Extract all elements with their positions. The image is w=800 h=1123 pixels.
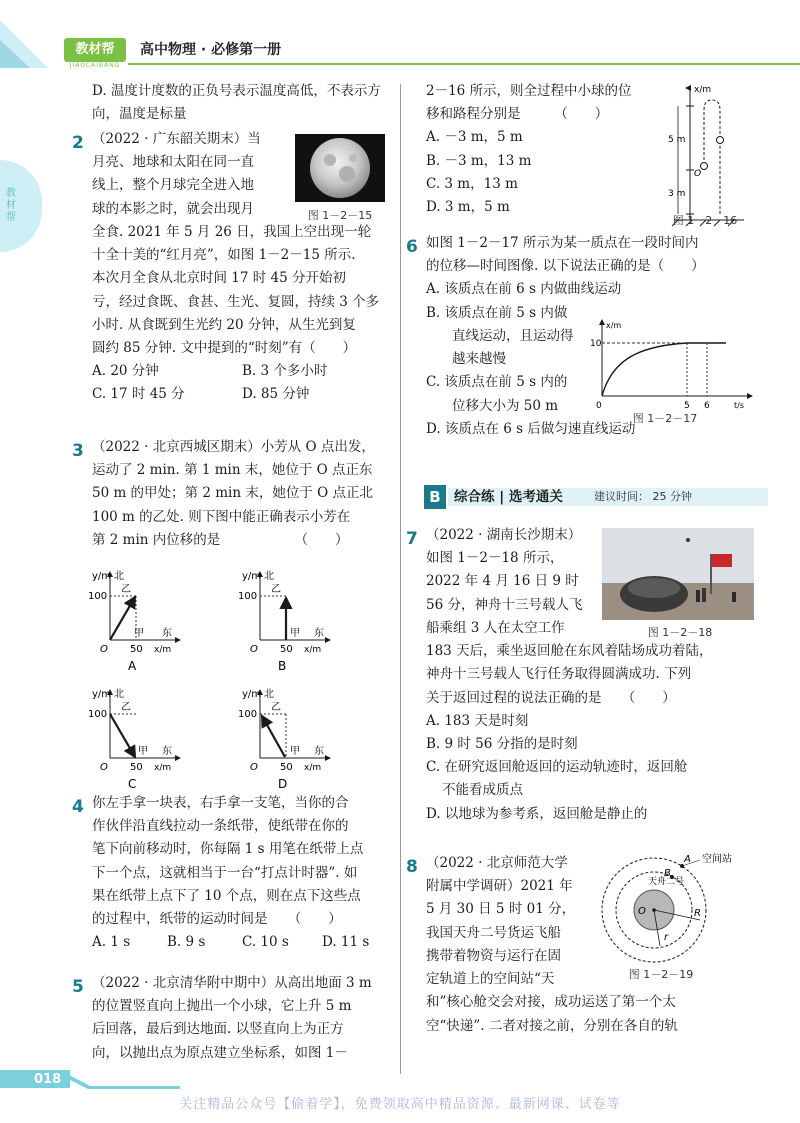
q2-line: 球的本影之时，就会出现月	[92, 200, 254, 217]
axis-label: 北	[264, 571, 274, 582]
q5-option: D. 3 m，5 m	[426, 199, 510, 216]
q6-option: D. 该质点在 6 s 后做匀速直线运动	[426, 420, 636, 437]
q6-line: 如图 1－2－17 所示为某一质点在一段时间内	[426, 235, 699, 251]
segment-label: 5 m	[668, 135, 686, 145]
q5-line: 后回落，最后到达地面. 以竖直向上为正方	[92, 1021, 344, 1038]
q4-line: 作伙伴沿直线拉动一条纸带，使纸带在你的	[92, 818, 349, 835]
q8-line: 空“快递”. 二者对接之前，分别在各自的轨	[426, 1017, 678, 1034]
axis-label: 东	[314, 746, 324, 757]
point-label: 乙	[271, 584, 281, 595]
q6-option: B. 该质点在前 5 s 内做	[426, 304, 568, 321]
center-label: O	[638, 906, 646, 917]
q7-option: D. 以地球为参考系，返回舱是静止的	[426, 805, 648, 822]
axis-label: t/s	[734, 401, 744, 410]
q8-line: 和”核心舱交会对接，成功运送了第一个太	[426, 994, 676, 1011]
q2-line: 月亮、地球和太阳在同一直	[92, 154, 254, 171]
q8-line: 附属中学调研）2021 年	[426, 878, 573, 895]
q6-option: C. 该质点在前 5 s 内的	[426, 374, 568, 391]
tick-label: 100	[88, 709, 108, 720]
q2-line: 本次月全食从北京时间 17 时 45 分开始初	[92, 270, 347, 287]
axis-label: y/m	[92, 689, 112, 700]
question-number: 5	[72, 977, 84, 997]
axis-label: y/m	[242, 571, 262, 582]
point-label: 甲	[134, 628, 144, 639]
q8-line: 携带着物资与运行在固	[426, 947, 561, 964]
q3-line: 100 m 的乙处. 则下图中能正确表示小芳在	[92, 508, 351, 525]
q2-option: B. 3 个多小时	[242, 363, 328, 380]
tick-label: 5	[684, 401, 690, 411]
question-number: 3	[72, 441, 84, 461]
graph-label: C	[128, 777, 137, 791]
tick-label: 50	[280, 762, 293, 773]
axis-label: 东	[162, 628, 172, 639]
section-b-time: 建议时间： 25 分钟	[594, 490, 692, 503]
q2-line: 圆约 85 分钟. 文中提到的“时刻”有（ ）	[92, 339, 357, 356]
book-title: 高中物理 · 必修第一册	[140, 42, 282, 58]
q7-option: B. 9 时 56 分指的是时刻	[426, 735, 578, 752]
section-b-banner	[424, 484, 768, 510]
point-label: B	[664, 868, 671, 879]
axis-label: y/m	[92, 571, 112, 582]
point-label: 乙	[121, 584, 131, 595]
question-number: 6	[406, 237, 418, 257]
q4-line: 下一个点，这就相当于一台“打点计时器”. 如	[92, 864, 358, 881]
question-number: 4	[72, 797, 84, 817]
q7-option: A. 183 天是时刻	[426, 712, 529, 729]
ship-label: 天舟二号	[648, 877, 685, 887]
q1-option-d: D. 温度计度数的正负号表示温度高低，不表示方向，温度是标量	[92, 83, 381, 123]
axis-label: x/m	[304, 763, 322, 773]
axis-label: 北	[264, 689, 274, 700]
radius-label: r	[664, 932, 669, 943]
page-number: 018	[34, 1072, 62, 1087]
q5-line: 2－16 所示，则全过程中小球的位	[426, 83, 632, 99]
point-label: A	[684, 854, 691, 865]
brand-logo: 教材帮	[64, 38, 126, 62]
section-b-title: 综合练 | 选考通关	[454, 489, 563, 505]
point-label: 甲	[290, 628, 300, 639]
axis-label: x/m	[694, 85, 712, 95]
q2-option: C. 17 时 45 分	[92, 386, 185, 403]
figure-caption: 图 1－2－17	[632, 412, 698, 425]
q6-line: 的位移—时间图像. 以下说法正确的是（ ）	[426, 258, 705, 275]
q7-line: 56 分，神舟十三号载人飞	[426, 596, 583, 613]
q4-line: 的过程中，纸带的运动时间是 （ ）	[92, 911, 342, 928]
axis-label: x/m	[606, 321, 622, 330]
q8-line: 定轨道上的空间站“天	[426, 971, 555, 988]
question-number: 2	[72, 133, 84, 153]
axis-label: 东	[314, 628, 324, 639]
axis-label: y/m	[242, 689, 262, 700]
figure-1-2-19	[594, 852, 764, 968]
figure-caption: 图 1－2－19	[628, 968, 694, 981]
q6-option: A. 该质点在前 6 s 内做曲线运动	[426, 281, 622, 298]
axis-label: 北	[114, 571, 124, 582]
station-label: 空间站	[702, 854, 732, 865]
footer-note: 关注精品公众号【偷着学】，免费领取高中精品资源、最新网课、试卷等	[179, 1097, 621, 1112]
figure-caption: 图 1－2－16	[672, 214, 738, 227]
side-tab-label: 教材帮	[6, 188, 16, 223]
q7-line: 关于返回过程的说法正确的是 （ ）	[426, 689, 676, 706]
question-number: 7	[406, 529, 418, 549]
q3-line: 运动了 2 min. 第 1 min 末，她位于 O 点正东	[92, 462, 373, 479]
q2-line: 全食. 2021 年 5 月 26 日，我国上空出现一轮	[92, 223, 372, 240]
q7-line: 如图 1－2－18 所示，	[426, 550, 564, 567]
point-label: 乙	[121, 702, 131, 713]
tick-label: 50	[280, 644, 293, 655]
tick-label: 100	[238, 591, 258, 602]
q4-option: D. 11 s	[322, 934, 370, 951]
q5-option: B. －3 m，13 m	[426, 152, 532, 169]
q7-option: C. 在研究返回舱返回的运动轨迹时，返回舱	[426, 759, 688, 776]
tick-label: 50	[130, 762, 143, 773]
origin-label: O	[100, 762, 108, 773]
figure-1-2-16	[664, 80, 754, 230]
graph-b	[238, 570, 330, 673]
axis-label: 北	[114, 689, 124, 700]
q4-option: A. 1 s	[92, 934, 131, 951]
q7-line: 神舟十三号载人飞行任务取得圆满成功. 下列	[426, 666, 692, 683]
tick-label: 10	[590, 339, 602, 349]
figure-caption: 图 1－2－15	[307, 209, 373, 222]
q6-option-cont: 直线运动，且运动得	[452, 327, 574, 344]
axis-label: 东	[162, 746, 172, 757]
footer-band	[0, 1066, 180, 1092]
graph-d	[238, 688, 330, 791]
q5-line: 的位置竖直向上抛出一个小球，它上升 5 m	[92, 998, 352, 1015]
question-5	[72, 972, 392, 1065]
header-rule	[128, 63, 800, 65]
q8-line: 5 月 30 日 5 时 01 分，	[426, 901, 576, 918]
q4-line: 你左手拿一块表，右手拿一支笔，当你的合	[92, 795, 349, 811]
tick-label: 6	[704, 401, 710, 411]
column-divider	[400, 84, 401, 1074]
q3-graph-grid	[84, 566, 394, 796]
q2-line: 亏，经过食既、食甚、生光、复圆，持续 3 个多	[92, 293, 380, 310]
figure-1-2-17	[588, 316, 758, 412]
point-label: 甲	[290, 746, 300, 757]
origin-label: 0	[596, 401, 602, 411]
q6-option-cont: 位移大小为 50 m	[452, 397, 559, 414]
graph-label: B	[278, 659, 287, 673]
radius-label: R	[694, 908, 701, 919]
section-b-icon: B	[424, 485, 446, 509]
tick-label: 100	[238, 709, 258, 720]
graph-c	[88, 688, 180, 791]
q7-line: 船乘组 3 人在太空工作	[426, 619, 565, 636]
origin-label: O	[694, 169, 702, 179]
q4-line: 笔下向前移动时，你每隔 1 s 用笔在纸带上点	[92, 841, 364, 858]
graph-a	[88, 570, 180, 673]
q8-line: （2022 · 北京师范大学	[426, 855, 568, 871]
q3-line: 50 m 的甲处；第 2 min 末，她位于 O 点正北	[92, 485, 373, 502]
q2-line: （2022 · 广东韶关期末）当	[92, 131, 261, 147]
moon-photo	[295, 134, 385, 202]
q4-option: C. 10 s	[242, 934, 289, 951]
point-label: 甲	[138, 746, 148, 757]
q2-line: 线上，整个月球完全进入地	[92, 177, 254, 194]
axis-label: x/m	[154, 645, 172, 655]
q5-line: （2022 · 北京清华附中期中）从高出地面 3 m	[92, 975, 372, 991]
brand-subtitle: JIAOCAIBANG	[69, 62, 121, 69]
q6-option-cont: 越来越慢	[452, 351, 506, 368]
q2-line: 十全十美的“红月亮”，如图 1－2－15 所示.	[92, 247, 356, 264]
axis-label: x/m	[154, 763, 172, 773]
q3-line: （2022 · 北京西城区期末）小芳从 O 点出发，	[92, 439, 375, 455]
graph-label: D	[278, 777, 288, 791]
q4-option: B. 9 s	[167, 934, 206, 951]
q5-line: 移和路程分别是 （ ）	[426, 106, 609, 123]
tick-label: 100	[88, 591, 108, 602]
q3-line: 第 2 min 内位移的是 （ ）	[92, 531, 349, 548]
tick-label: 50	[130, 644, 143, 655]
origin-label: O	[100, 644, 108, 655]
question-3	[72, 436, 392, 552]
q7-line: （2022 · 湖南长沙期末）	[426, 527, 582, 543]
q7-option-cont: 不能看成质点	[442, 782, 523, 799]
q4-line: 果在纸带上点下了 10 个点，则在点下这些点	[92, 887, 361, 904]
q8-line: 我国天舟二号货运飞船	[426, 924, 561, 941]
q2-option: D. 85 分钟	[242, 386, 310, 403]
origin-label: O	[250, 762, 258, 773]
question-number: 8	[406, 857, 418, 877]
left-column	[72, 80, 392, 126]
segment-label: 3 m	[668, 189, 686, 199]
q5-line: 向，以抛出点为原点建立坐标系，如图 1－	[92, 1044, 348, 1061]
q7-line: 2022 年 4 月 16 日 9 时	[426, 573, 579, 590]
q5-option: C. 3 m，13 m	[426, 175, 518, 192]
axis-label: x/m	[304, 645, 322, 655]
question-4	[72, 792, 392, 955]
graph-label: A	[128, 659, 137, 673]
q7-line: 183 天后，乘坐返回舱在东风着陆场成功着陆，	[426, 643, 713, 660]
figure-caption: 图 1－2－18	[647, 626, 713, 639]
q2-option: A. 20 分钟	[92, 363, 159, 380]
landing-photo	[602, 528, 754, 620]
question-5-continued	[426, 80, 676, 219]
q5-option: A. －3 m，5 m	[426, 129, 523, 146]
point-label: 乙	[271, 702, 281, 713]
origin-label: O	[250, 644, 258, 655]
q2-line: 小时. 从食既到生光约 20 分钟，从生光到复	[92, 316, 356, 333]
